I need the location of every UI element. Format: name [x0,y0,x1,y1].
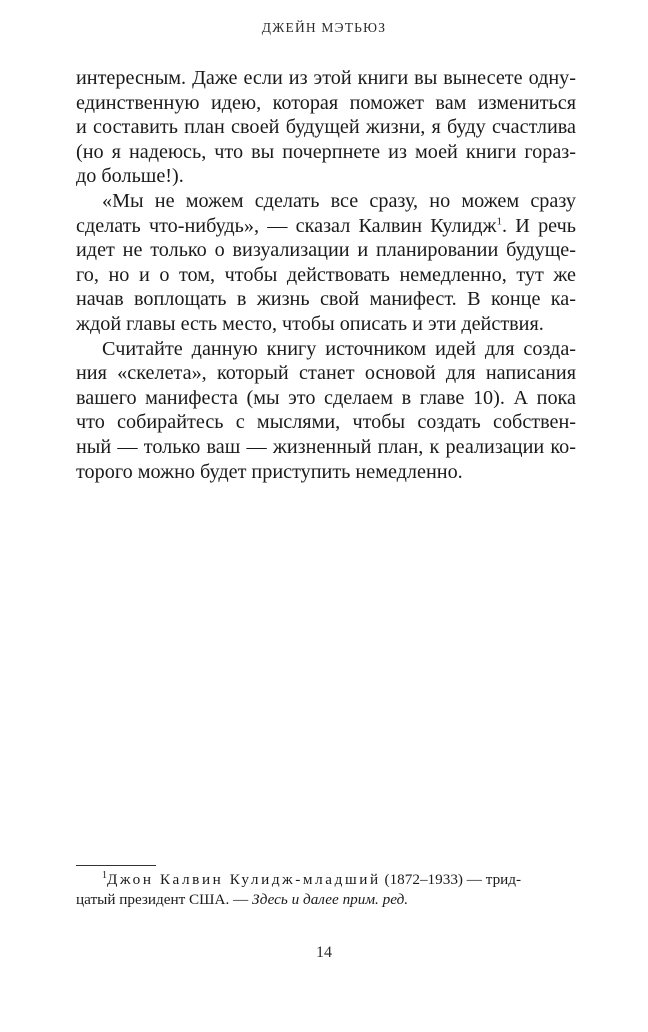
text-line: начав воплощать в жизнь свой манифест. В конце ка- [76,288,576,311]
text-line: ждой главы есть место, чтобы описать и эти действия. [76,312,544,335]
page-number: 14 [316,944,332,961]
text-line: единственную идею, которая поможет вам измениться [76,91,576,114]
running-head: ДЖЕЙН МЭТЬЮЗ [261,20,387,35]
footnote [76,870,576,910]
text-line: (но я надеюсь, что вы почерпнете из моей книги гораз- [76,140,576,163]
footnote-line [76,870,576,890]
text-line: торого можно будет приступить немедленно. [76,460,463,483]
footnote-name: Джон Калвин Кулидж-младший [107,871,381,888]
text-line: идет не только о визуализации и планировании будуще- [76,239,576,262]
footnote-text: (1872–1933) — трид- [380,871,522,888]
text-line: интересным. Даже если из этой книги вы вынесете одну- [76,67,576,89]
footnote-reference[interactable]: 1 [496,214,503,227]
text-line: «Мы не можем сделать все сразу, но можем сразу [102,189,576,212]
text-line: до больше!). [76,165,184,188]
text-fragment: . И речь [502,214,576,237]
text-line: ния «скелета», который станет основой для написания [76,362,576,385]
text-line: вашего манифеста (мы это сделаем в главе 10). А пока [76,386,576,409]
text-line-with-footnote-ref [76,214,576,239]
text-line: и составить план своей будущей жизни, я буду счастлива [76,116,576,139]
body-text [76,66,576,484]
editor-note: Здесь и далее прим. ред. [252,891,409,908]
footnote-text: цатый президент США. — [76,891,253,908]
footnote-marker: 1 [102,869,107,881]
text-line: Считайте данную книгу источником идей для созда- [102,337,576,360]
text-line: ный — только ваш — жизненный план, к реализации ко- [76,435,576,458]
text-fragment: сделать что-нибудь», — сказал Калвин Кулидж [76,214,497,237]
text-line: что собирайтесь с мыслями, чтобы создать собствен- [76,411,576,434]
text-line: го, но и о том, чтобы действовать немедленно, тут же [76,263,576,286]
footnote-line [76,890,576,910]
footnote-divider [76,865,156,866]
